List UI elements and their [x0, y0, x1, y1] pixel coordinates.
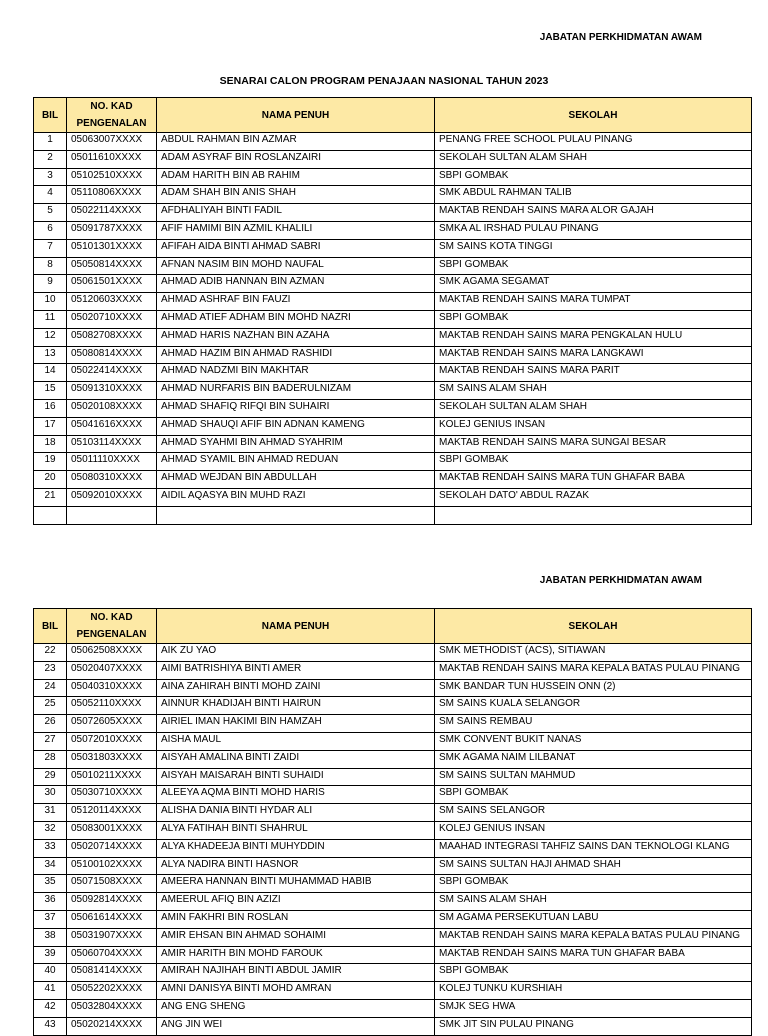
- cell-ic-number: 05080310XXXX: [67, 471, 157, 489]
- cell-school: SMK AGAMA SEGAMAT: [435, 275, 752, 293]
- col-header-name: NAMA PENUH: [157, 609, 435, 644]
- table-row: [34, 839, 752, 857]
- cell-bil: 39: [34, 946, 67, 964]
- cell-ic-number: 05061501XXXX: [67, 275, 157, 293]
- cell-ic-number: 05020710XXXX: [67, 310, 157, 328]
- cell-bil: 21: [34, 488, 67, 506]
- cell-bil: 40: [34, 964, 67, 982]
- cell-school: MAKTAB RENDAH SAINS MARA ALOR GAJAH: [435, 204, 752, 222]
- cell-full-name: AFNAN NASIM BIN MOHD NAUFAL: [157, 257, 435, 275]
- cell-full-name: AHMAD SYAHMI BIN AHMAD SYAHRIM: [157, 435, 435, 453]
- cell-bil: 28: [34, 750, 67, 768]
- cell-school: SEKOLAH SULTAN ALAM SHAH: [435, 399, 752, 417]
- table-row: [34, 715, 752, 733]
- cell-ic-number: 05100102XXXX: [67, 857, 157, 875]
- cell-ic-number: 05063007XXXX: [67, 133, 157, 151]
- table-row: [34, 399, 752, 417]
- cell-school: SM SAINS SELANGOR: [435, 804, 752, 822]
- cell-school: KOLEJ GENIUS INSAN: [435, 821, 752, 839]
- cell-bil: 5: [34, 204, 67, 222]
- cell-bil: 17: [34, 417, 67, 435]
- candidate-table-2: [33, 608, 752, 1036]
- cell-school: SM SAINS ALAM SHAH: [435, 382, 752, 400]
- cell-bil: 12: [34, 328, 67, 346]
- cell-ic-number: 05120114XXXX: [67, 804, 157, 822]
- table-row: [34, 364, 752, 382]
- cell-full-name: AMEERUL AFIQ BIN AZIZI: [157, 893, 435, 911]
- col-header-ic-line1: NO. KAD: [90, 612, 133, 623]
- cell-bil: 35: [34, 875, 67, 893]
- table-row: [34, 786, 752, 804]
- cell-bil: 13: [34, 346, 67, 364]
- cell-bil: 24: [34, 679, 67, 697]
- cell-bil: 25: [34, 697, 67, 715]
- cell-bil: 34: [34, 857, 67, 875]
- table-row: [34, 857, 752, 875]
- cell-full-name: AHMAD SHAFIQ RIFQI BIN SUHAIRI: [157, 399, 435, 417]
- cell-school: SM SAINS ALAM SHAH: [435, 893, 752, 911]
- cell-bil: 42: [34, 999, 67, 1017]
- cell-bil: 43: [34, 1017, 67, 1035]
- table-row: [34, 275, 752, 293]
- cell-school: MAKTAB RENDAH SAINS MARA TUN GHAFAR BABA: [435, 471, 752, 489]
- col-header-ic: [67, 98, 157, 133]
- cell-school: KOLEJ TUNKU KURSHIAH: [435, 982, 752, 1000]
- cell-ic-number: 05072010XXXX: [67, 732, 157, 750]
- cell-bil: 1: [34, 133, 67, 151]
- cell-school: SM AGAMA PERSEKUTUAN LABU: [435, 910, 752, 928]
- cell-school: SMKA AL IRSHAD PULAU PINANG: [435, 221, 752, 239]
- cell-ic-number: 05010211XXXX: [67, 768, 157, 786]
- table-row: [34, 435, 752, 453]
- table-row: [34, 328, 752, 346]
- cell-ic-number: 05040310XXXX: [67, 679, 157, 697]
- cell-ic-number: 05092010XXXX: [67, 488, 157, 506]
- col-header-ic-line1: NO. KAD: [90, 101, 133, 112]
- table-row: [34, 310, 752, 328]
- cell-ic-number: 05032804XXXX: [67, 999, 157, 1017]
- cell-school: SEKOLAH SULTAN ALAM SHAH: [435, 150, 752, 168]
- cell-full-name: AMIN FAKHRI BIN ROSLAN: [157, 910, 435, 928]
- cell-ic-number: 05020108XXXX: [67, 399, 157, 417]
- cell-full-name: AFDHALIYAH BINTI FADIL: [157, 204, 435, 222]
- cell-school: SM SAINS KOTA TINGGI: [435, 239, 752, 257]
- table-row: [34, 946, 752, 964]
- cell-full-name: [157, 506, 435, 524]
- cell-full-name: AHMAD NURFARIS BIN BADERULNIZAM: [157, 382, 435, 400]
- cell-full-name: AHMAD SHAUQI AFIF BIN ADNAN KAMENG: [157, 417, 435, 435]
- cell-full-name: AINA ZAHIRAH BINTI MOHD ZAINI: [157, 679, 435, 697]
- table-row: [34, 221, 752, 239]
- cell-school: MAKTAB RENDAH SAINS MARA TUN GHAFAR BABA: [435, 946, 752, 964]
- table-row: [34, 893, 752, 911]
- cell-full-name: AMNI DANISYA BINTI MOHD AMRAN: [157, 982, 435, 1000]
- table-row: [34, 875, 752, 893]
- cell-school: SBPI GOMBAK: [435, 310, 752, 328]
- cell-school: SBPI GOMBAK: [435, 964, 752, 982]
- cell-full-name: AHMAD WEJDAN BIN ABDULLAH: [157, 471, 435, 489]
- cell-school: SM SAINS REMBAU: [435, 715, 752, 733]
- cell-full-name: AHMAD ATIEF ADHAM BIN MOHD NAZRI: [157, 310, 435, 328]
- cell-full-name: AMIRAH NAJIHAH BINTI ABDUL JAMIR: [157, 964, 435, 982]
- cell-bil: 8: [34, 257, 67, 275]
- cell-ic-number: 05020214XXXX: [67, 1017, 157, 1035]
- table-row: [34, 346, 752, 364]
- cell-full-name: ALYA FATIHAH BINTI SHAHRUL: [157, 821, 435, 839]
- table-row: [34, 768, 752, 786]
- cell-ic-number: 05030710XXXX: [67, 786, 157, 804]
- cell-ic-number: 05020714XXXX: [67, 839, 157, 857]
- cell-ic-number: 05120603XXXX: [67, 293, 157, 311]
- cell-full-name: AIRIEL IMAN HAKIMI BIN HAMZAH: [157, 715, 435, 733]
- cell-ic-number: 05072605XXXX: [67, 715, 157, 733]
- table-row: [34, 506, 752, 524]
- cell-full-name: ALYA KHADEEJA BINTI MUHYDDIN: [157, 839, 435, 857]
- table-row: [34, 928, 752, 946]
- cell-school: SMK AGAMA NAIM LILBANAT: [435, 750, 752, 768]
- cell-bil: 4: [34, 186, 67, 204]
- cell-ic-number: 05050814XXXX: [67, 257, 157, 275]
- table-row: [34, 964, 752, 982]
- cell-school: MAKTAB RENDAH SAINS MARA KEPALA BATAS PULAU PINANG: [435, 928, 752, 946]
- cell-full-name: AIDIL AQASYA BIN MUHD RAZI: [157, 488, 435, 506]
- cell-school: SM SAINS SULTAN HAJI AHMAD SHAH: [435, 857, 752, 875]
- cell-school: MAAHAD INTEGRASI TAHFIZ SAINS DAN TEKNOLOGI KLANG: [435, 839, 752, 857]
- cell-school: MAKTAB RENDAH SAINS MARA PENGKALAN HULU: [435, 328, 752, 346]
- organization-header: JABATAN PERKHIDMATAN AWAM: [539, 575, 702, 586]
- cell-bil: 16: [34, 399, 67, 417]
- cell-bil: 14: [34, 364, 67, 382]
- col-header-ic: [67, 609, 157, 644]
- cell-school: SMK BANDAR TUN HUSSEIN ONN (2): [435, 679, 752, 697]
- cell-ic-number: 05022114XXXX: [67, 204, 157, 222]
- table-row: [34, 168, 752, 186]
- cell-full-name: ADAM HARITH BIN AB RAHIM: [157, 168, 435, 186]
- cell-full-name: AMIR HARITH BIN MOHD FAROUK: [157, 946, 435, 964]
- cell-ic-number: 05011610XXXX: [67, 150, 157, 168]
- table-row: [34, 293, 752, 311]
- document-title: SENARAI CALON PROGRAM PENAJAAN NASIONAL TAHUN 2023: [219, 75, 549, 87]
- cell-full-name: ALEEYA AQMA BINTI MOHD HARIS: [157, 786, 435, 804]
- cell-ic-number: [67, 506, 157, 524]
- cell-ic-number: 05052202XXXX: [67, 982, 157, 1000]
- cell-school: MAKTAB RENDAH SAINS MARA PARIT: [435, 364, 752, 382]
- cell-bil: 30: [34, 786, 67, 804]
- cell-school: SMK METHODIST (ACS), SITIAWAN: [435, 644, 752, 662]
- cell-school: MAKTAB RENDAH SAINS MARA KEPALA BATAS PULAU PINANG: [435, 661, 752, 679]
- cell-ic-number: 05102510XXXX: [67, 168, 157, 186]
- table-row: [34, 471, 752, 489]
- cell-school: MAKTAB RENDAH SAINS MARA LANGKAWI: [435, 346, 752, 364]
- cell-bil: 9: [34, 275, 67, 293]
- cell-school: SBPI GOMBAK: [435, 875, 752, 893]
- table-row: [34, 999, 752, 1017]
- cell-bil: 38: [34, 928, 67, 946]
- cell-full-name: AIMI BATRISHIYA BINTI AMER: [157, 661, 435, 679]
- cell-bil: 37: [34, 910, 67, 928]
- cell-bil: 23: [34, 661, 67, 679]
- cell-bil: 29: [34, 768, 67, 786]
- candidate-table-1: [33, 97, 752, 525]
- cell-school: SM SAINS KUALA SELANGOR: [435, 697, 752, 715]
- table-header-row: [34, 98, 752, 133]
- cell-full-name: AFIFAH AIDA BINTI AHMAD SABRI: [157, 239, 435, 257]
- table-row: [34, 644, 752, 662]
- cell-ic-number: 05091787XXXX: [67, 221, 157, 239]
- cell-school: SMK ABDUL RAHMAN TALIB: [435, 186, 752, 204]
- col-header-school: SEKOLAH: [435, 98, 752, 133]
- cell-ic-number: 05031907XXXX: [67, 928, 157, 946]
- cell-ic-number: 05022414XXXX: [67, 364, 157, 382]
- col-header-bil: BIL: [34, 609, 67, 644]
- table-row: [34, 417, 752, 435]
- cell-full-name: ALISHA DANIA BINTI HYDAR ALI: [157, 804, 435, 822]
- cell-full-name: AMIR EHSAN BIN AHMAD SOHAIMI: [157, 928, 435, 946]
- cell-ic-number: 05020407XXXX: [67, 661, 157, 679]
- cell-bil: 33: [34, 839, 67, 857]
- cell-full-name: ALYA NADIRA BINTI HASNOR: [157, 857, 435, 875]
- cell-bil: 20: [34, 471, 67, 489]
- cell-school: SMJK SEG HWA: [435, 999, 752, 1017]
- cell-bil: 41: [34, 982, 67, 1000]
- cell-bil: 26: [34, 715, 67, 733]
- table-row: [34, 1017, 752, 1035]
- cell-ic-number: 05103114XXXX: [67, 435, 157, 453]
- cell-ic-number: 05091310XXXX: [67, 382, 157, 400]
- cell-full-name: ADAM ASYRAF BIN ROSLANZAIRI: [157, 150, 435, 168]
- cell-full-name: AINNUR KHADIJAH BINTI HAIRUN: [157, 697, 435, 715]
- cell-ic-number: 05110806XXXX: [67, 186, 157, 204]
- cell-school: SMK JIT SIN PULAU PINANG: [435, 1017, 752, 1035]
- cell-bil: 36: [34, 893, 67, 911]
- table-row: [34, 257, 752, 275]
- table-row: [34, 150, 752, 168]
- table-row: [34, 804, 752, 822]
- cell-full-name: AMEERA HANNAN BINTI MUHAMMAD HABIB: [157, 875, 435, 893]
- cell-ic-number: 05082708XXXX: [67, 328, 157, 346]
- cell-ic-number: 05071508XXXX: [67, 875, 157, 893]
- table-row: [34, 910, 752, 928]
- cell-ic-number: 05061614XXXX: [67, 910, 157, 928]
- cell-full-name: AISHA MAUL: [157, 732, 435, 750]
- table-row: [34, 679, 752, 697]
- col-header-ic-line2: PENGENALAN: [76, 629, 147, 640]
- cell-full-name: AHMAD SYAMIL BIN AHMAD REDUAN: [157, 453, 435, 471]
- cell-school: [435, 506, 752, 524]
- table-row: [34, 186, 752, 204]
- cell-ic-number: 05083001XXXX: [67, 821, 157, 839]
- cell-bil: 11: [34, 310, 67, 328]
- cell-bil: 2: [34, 150, 67, 168]
- cell-school: PENANG FREE SCHOOL PULAU PINANG: [435, 133, 752, 151]
- cell-ic-number: 05101301XXXX: [67, 239, 157, 257]
- cell-bil: 22: [34, 644, 67, 662]
- table-row: [34, 382, 752, 400]
- table-row: [34, 133, 752, 151]
- cell-full-name: AISYAH AMALINA BINTI ZAIDI: [157, 750, 435, 768]
- cell-ic-number: 05081414XXXX: [67, 964, 157, 982]
- cell-bil: [34, 506, 67, 524]
- cell-bil: 7: [34, 239, 67, 257]
- cell-ic-number: 05060704XXXX: [67, 946, 157, 964]
- cell-full-name: ANG JIN WEI: [157, 1017, 435, 1035]
- col-header-bil: BIL: [34, 98, 67, 133]
- table-row: [34, 750, 752, 768]
- cell-bil: 6: [34, 221, 67, 239]
- cell-ic-number: 05062508XXXX: [67, 644, 157, 662]
- cell-school: SMK CONVENT BUKIT NANAS: [435, 732, 752, 750]
- cell-ic-number: 05041616XXXX: [67, 417, 157, 435]
- cell-school: SBPI GOMBAK: [435, 453, 752, 471]
- table-row: [34, 821, 752, 839]
- cell-school: SM SAINS SULTAN MAHMUD: [435, 768, 752, 786]
- table-row: [34, 697, 752, 715]
- table-row: [34, 239, 752, 257]
- cell-bil: 18: [34, 435, 67, 453]
- cell-school: SBPI GOMBAK: [435, 786, 752, 804]
- cell-full-name: AHMAD HARIS NAZHAN BIN AZAHA: [157, 328, 435, 346]
- cell-full-name: AHMAD ADIB HANNAN BIN AZMAN: [157, 275, 435, 293]
- cell-full-name: AISYAH MAISARAH BINTI SUHAIDI: [157, 768, 435, 786]
- cell-school: SBPI GOMBAK: [435, 168, 752, 186]
- table-row: [34, 453, 752, 471]
- cell-full-name: ABDUL RAHMAN BIN AZMAR: [157, 133, 435, 151]
- cell-bil: 3: [34, 168, 67, 186]
- table-header-row: [34, 609, 752, 644]
- cell-full-name: AHMAD HAZIM BIN AHMAD RASHIDI: [157, 346, 435, 364]
- cell-ic-number: 05011110XXXX: [67, 453, 157, 471]
- table-row: [34, 204, 752, 222]
- cell-ic-number: 05031803XXXX: [67, 750, 157, 768]
- col-header-ic-line2: PENGENALAN: [76, 118, 147, 129]
- cell-bil: 32: [34, 821, 67, 839]
- organization-header: JABATAN PERKHIDMATAN AWAM: [539, 32, 702, 43]
- cell-school: SEKOLAH DATO' ABDUL RAZAK: [435, 488, 752, 506]
- cell-bil: 15: [34, 382, 67, 400]
- cell-school: MAKTAB RENDAH SAINS MARA SUNGAI BESAR: [435, 435, 752, 453]
- col-header-name: NAMA PENUH: [157, 98, 435, 133]
- cell-bil: 31: [34, 804, 67, 822]
- table-row: [34, 661, 752, 679]
- cell-ic-number: 05092814XXXX: [67, 893, 157, 911]
- cell-full-name: AIK ZU YAO: [157, 644, 435, 662]
- cell-ic-number: 05080814XXXX: [67, 346, 157, 364]
- cell-full-name: ANG ENG SHENG: [157, 999, 435, 1017]
- cell-full-name: ADAM SHAH BIN ANIS SHAH: [157, 186, 435, 204]
- cell-school: MAKTAB RENDAH SAINS MARA TUMPAT: [435, 293, 752, 311]
- cell-ic-number: 05052110XXXX: [67, 697, 157, 715]
- cell-school: KOLEJ GENIUS INSAN: [435, 417, 752, 435]
- table-row: [34, 732, 752, 750]
- table-row: [34, 488, 752, 506]
- cell-bil: 27: [34, 732, 67, 750]
- col-header-school: SEKOLAH: [435, 609, 752, 644]
- cell-bil: 10: [34, 293, 67, 311]
- cell-full-name: AHMAD NADZMI BIN MAKHTAR: [157, 364, 435, 382]
- cell-bil: 19: [34, 453, 67, 471]
- cell-full-name: AHMAD ASHRAF BIN FAUZI: [157, 293, 435, 311]
- cell-full-name: AFIF HAMIMI BIN AZMIL KHALILI: [157, 221, 435, 239]
- cell-school: SBPI GOMBAK: [435, 257, 752, 275]
- table-row: [34, 982, 752, 1000]
